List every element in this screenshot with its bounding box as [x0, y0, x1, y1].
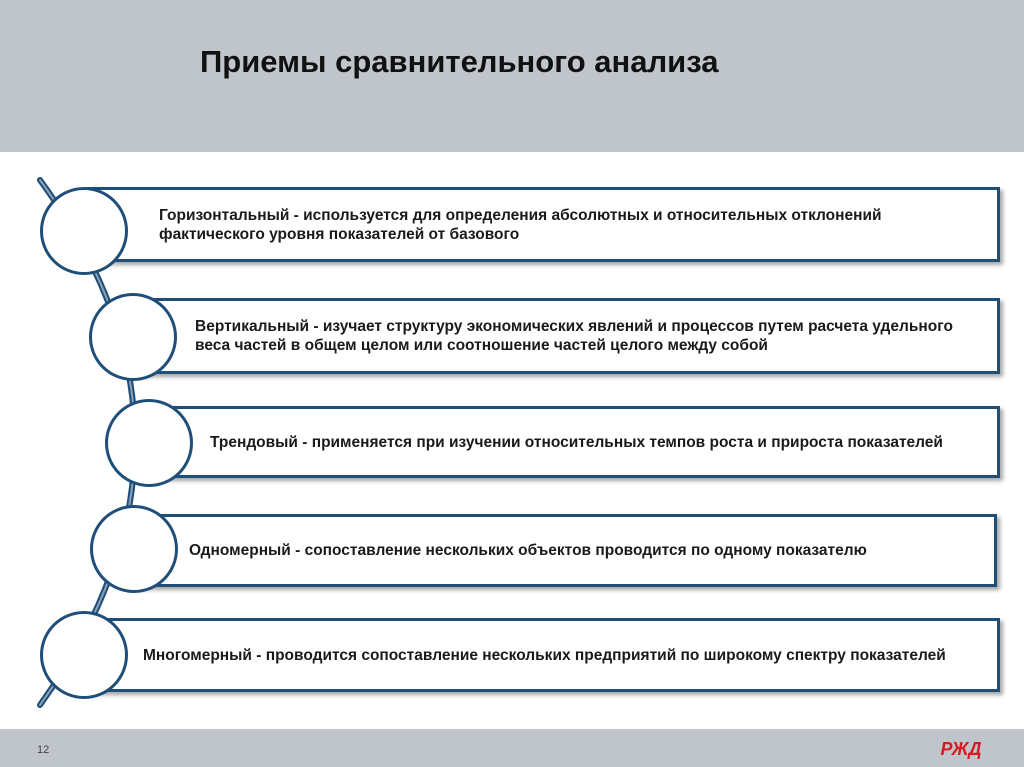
item-circle: [105, 399, 193, 487]
item-box-multidimensional: [87, 618, 1000, 692]
item-text: Трендовый - применяется при изучении относительных темпов роста и прироста показателей: [210, 433, 943, 451]
item-circle: [89, 293, 177, 381]
item-box-horizontal: [86, 187, 1000, 262]
slide-title: Приемы сравнительного анализа: [200, 44, 719, 79]
item-text: Многомерный - проводится сопоставление нескольких предприятий по широкому спектру показателей: [143, 646, 946, 664]
page-number: 12: [37, 744, 50, 756]
rzd-logo-icon: [933, 737, 989, 759]
footer-band: [0, 729, 1024, 767]
item-text: Горизонтальный - используется для определения абсолютных и относительных отклонений фактического уровня показателей от базового: [159, 206, 882, 243]
item-box-trend: [147, 406, 1000, 478]
item-text: Вертикальный - изучает структуру экономических явлений и процессов путем расчета удельного веса частей в общем целом или соотношение частей целого между собой: [195, 318, 953, 354]
svg-text:РЖД: РЖД: [940, 739, 982, 759]
item-circle: [40, 611, 128, 699]
item-circle: [90, 505, 178, 593]
item-circle: [40, 187, 128, 275]
item-box-one-dimensional: [133, 514, 997, 587]
item-box-vertical: [130, 298, 1000, 374]
item-text: Одномерный - сопоставление нескольких объектов проводится по одному показателю: [189, 542, 867, 559]
